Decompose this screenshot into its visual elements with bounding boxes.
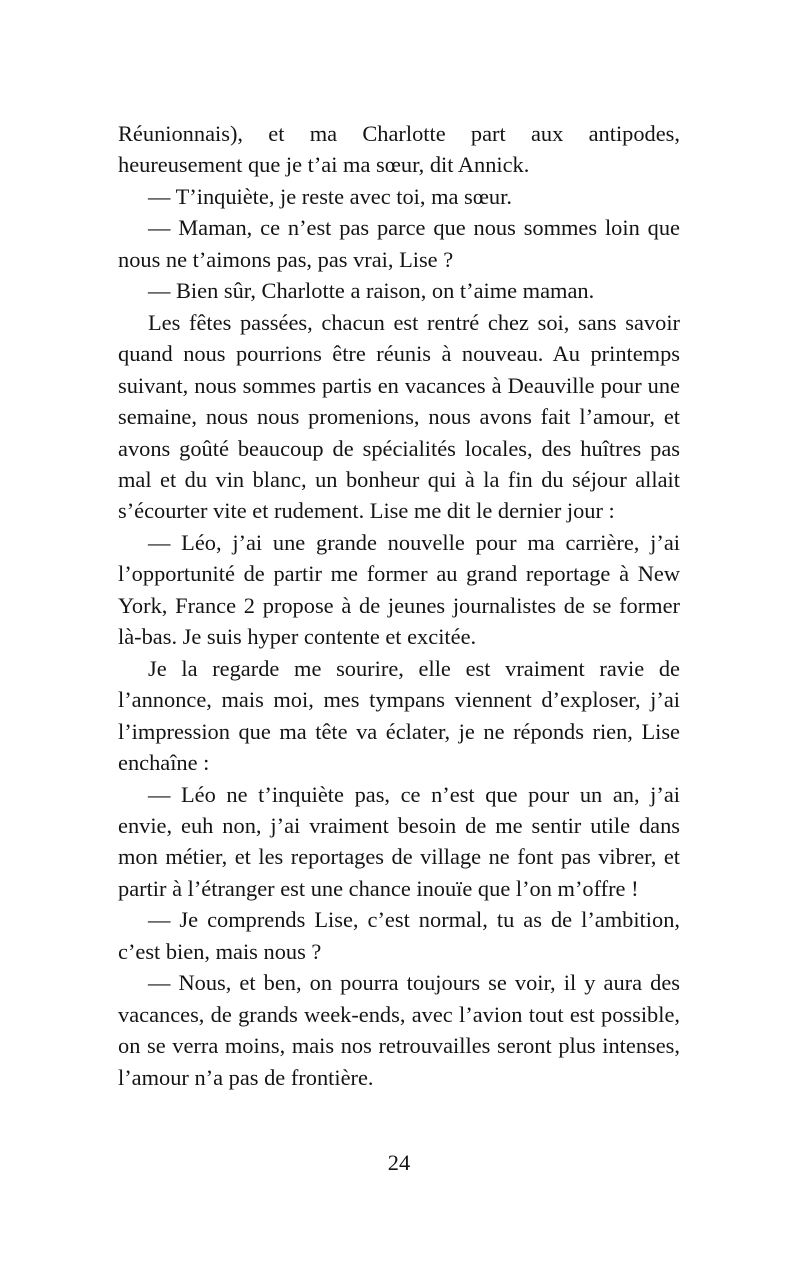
paragraph: — Léo, j’ai une grande nouvelle pour ma carrière, j’ai l’opportunité de partir me former au grand reportage à New York, France 2 propose à de jeunes journalistes de se former là-bas. Je suis hyper contente et excitée. xyxy=(118,529,680,650)
paragraph: — T’inquiète, je reste avec toi, ma sœur. xyxy=(148,183,512,209)
paragraph: — Nous, et ben, on pourra toujours se voir, il y aura des vacances, de grands week-ends, avec l’avion tout est possible, on se verra moins, mais nos retrouvailles seront plus intenses, l’amour n’a pas de frontière. xyxy=(118,970,680,1090)
paragraph: Les fêtes passées, chacun est rentré chez soi, sans savoir quand nous pourrions être réunis à nouveau. Au printemps suivant, nous sommes partis en vacances à Deauville pour une semaine, nous nous promenions, nous avons fait l’amour, et avons goûté beaucoup de spécialités locales, des huîtres pas mal et du vin blanc, un bonheur qui à la fin du séjour allait s’écourter vite et rudement. Lise me dit le dernier jour : xyxy=(118,309,680,524)
page-body-text xyxy=(118,118,680,1093)
paragraph: — Bien sûr, Charlotte a raison, on t’aime maman. xyxy=(148,278,595,304)
paragraph: — Léo ne t’inquiète pas, ce n’est que pour un an, j’ai envie, euh non, j’ai vraiment besoin de me sentir utile dans mon métier, et les reportages de village ne font pas vibrer, et partir à l’étranger est une chance inouïe que l’on m’offre ! xyxy=(118,781,680,901)
paragraph: Réunionnais), et ma Charlotte part aux antipodes, heureusement que je t’ai ma sœur, dit Annick. xyxy=(118,121,680,178)
page-number: 24 xyxy=(387,1150,411,1175)
paragraph: — Je comprends Lise, c’est normal, tu as de l’ambition, c’est bien, mais nous ? xyxy=(118,907,680,964)
paragraph: Je la regarde me sourire, elle est vraiment ravie de l’annonce, mais moi, mes tympans viennent d’exploser, j’ai l’impression que ma tête va éclater, je ne réponds rien, Lise enchaîne : xyxy=(118,655,680,776)
paragraph: — Maman, ce n’est pas parce que nous sommes loin que nous ne t’aimons pas, pas vrai, Lise ? xyxy=(118,215,680,272)
